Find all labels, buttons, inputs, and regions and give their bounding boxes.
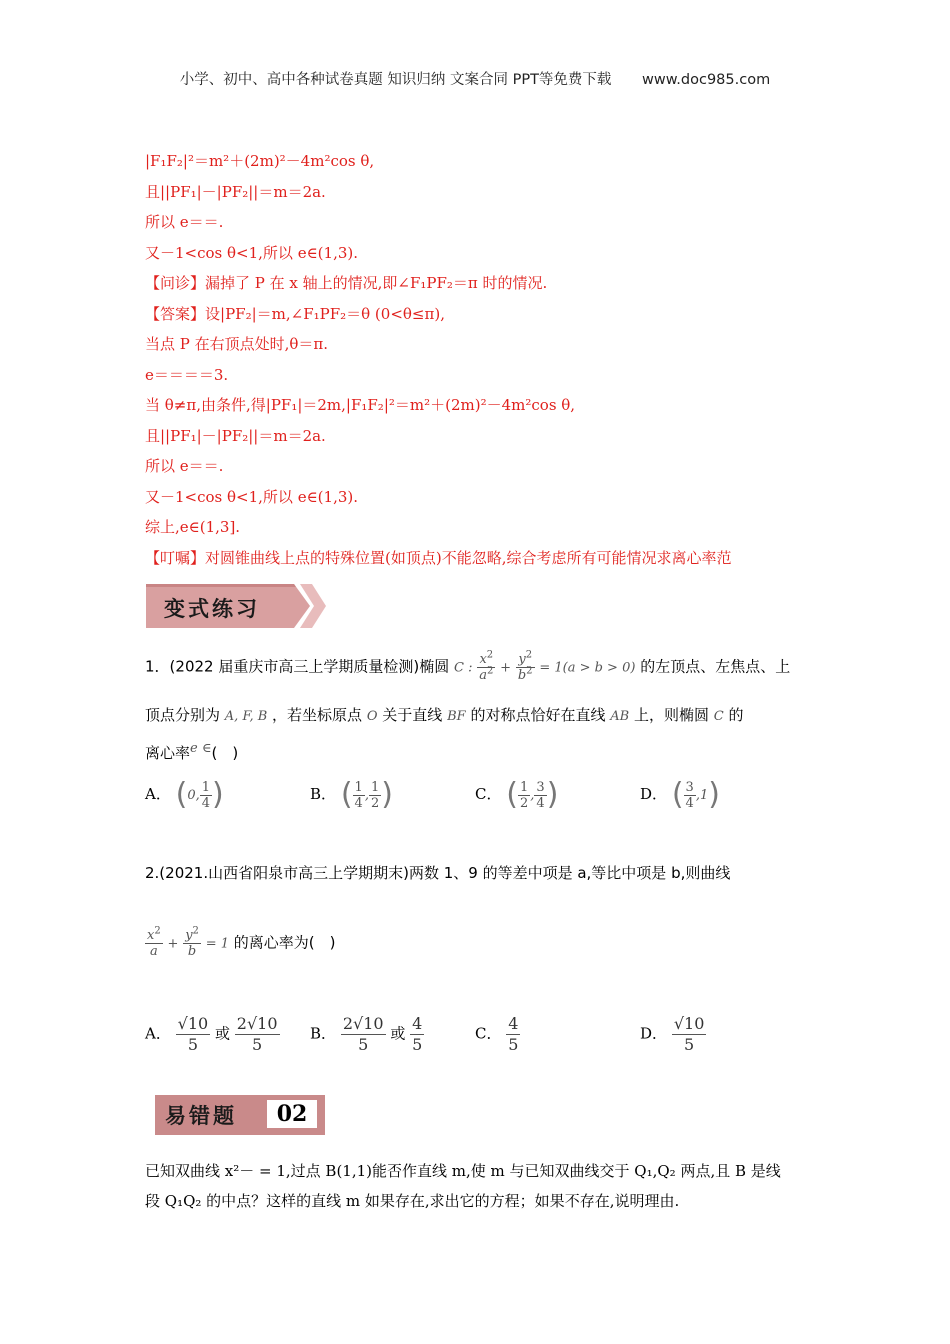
banner2-title: 易错题 xyxy=(165,1104,237,1128)
q1-math-O: O xyxy=(366,709,378,724)
question-2-line-2: $\frac{x^2}{a}$ + $\frac{y^2}{b}$ = 1 的离心率为( ) xyxy=(147,925,336,959)
option-fraction: $\frac{3}{4}$ xyxy=(685,779,694,811)
option-fraction: $\frac{√10}{5}$ xyxy=(177,1014,209,1054)
q1-math-BF: BF xyxy=(447,709,466,724)
q1-text: 关于直线 xyxy=(382,706,443,724)
answer-line xyxy=(145,299,825,330)
q1-text: 上，则椭圆 xyxy=(633,706,709,724)
question-1-line-3 xyxy=(145,742,238,763)
solution-line: 综上,e∈(1,3]. xyxy=(145,518,241,536)
q2-math-eq: = 1 xyxy=(205,936,229,952)
option-fraction: $\frac{√10}{5}$ xyxy=(673,1014,705,1054)
solution-line: |F₁F₂|²＝m²＋(2m)²－4m²cos θ, xyxy=(145,152,375,170)
q1-text: 顶点分别为 xyxy=(145,706,221,724)
header-text: 小学、初中、高中各种试卷真题 知识归纳 文案合同 PPT等免费下载 xyxy=(179,72,612,88)
q2-option-d[interactable] xyxy=(640,1014,706,1055)
solution-line: 又－1<cos θ<1,所以 e∈(1,3). xyxy=(145,487,358,506)
q1-option-b[interactable]: B． ( $\frac{1}{4}$ , $\frac{1}{2}$ ) xyxy=(310,777,393,812)
solution-line: 且||PF₁|－|PF₂||＝m＝2a. xyxy=(145,182,326,201)
reminder-tag: 【叮嘱】 xyxy=(145,548,206,567)
diagnosis-tag: 【问诊】 xyxy=(145,274,206,292)
q1-option-c[interactable]: C． ( $\frac{1}{2}$ , $\frac{3}{4}$ ) xyxy=(475,777,559,812)
q1-math-C: C xyxy=(713,709,724,724)
option-label: B． xyxy=(310,1024,337,1043)
fraction-x2-a: $\frac{x^2}{a}$ xyxy=(147,925,161,959)
reminder-line xyxy=(145,543,825,574)
question-1-line-2 xyxy=(145,704,744,725)
error-prone-banner xyxy=(155,1095,325,1135)
option-label: B． xyxy=(310,785,337,803)
diagnosis-text: 漏掉了 P 在 x 轴上的情况,即∠F₁PF₂＝π 时的情况. xyxy=(205,274,548,292)
option-fraction: $\frac{1}{2}$ xyxy=(519,779,529,811)
option-fraction: $\frac{4}{5}$ xyxy=(508,1014,519,1054)
q1-math-AB: AB xyxy=(610,709,630,724)
fraction-x2-a2: $\frac{x^2}{a^2}$ xyxy=(479,649,494,683)
option-fraction: $\frac{1}{4}$ xyxy=(201,779,211,811)
option-or: 或 xyxy=(390,1024,406,1043)
solution-block xyxy=(145,146,825,573)
banner-title: 变式练习 xyxy=(164,597,260,621)
q1-math-points: A, F, B xyxy=(224,709,268,724)
q1-math-e: e ∈ xyxy=(190,741,212,756)
solution-line: 且||PF₁|－|PF₂||＝m＝2a. xyxy=(145,426,326,445)
option-label: A． xyxy=(145,1024,171,1043)
option-label: D． xyxy=(640,1024,668,1043)
q1-text: ，若坐标原点 xyxy=(272,706,363,724)
option-label: C． xyxy=(475,785,502,803)
reminder-text: 对圆锥曲线上点的特殊位置(如顶点)不能忽略,综合考虑所有可能情况求离心率范 xyxy=(205,548,732,567)
page-header xyxy=(0,68,950,89)
q1-math-condition: = 1(a > b > 0) xyxy=(539,660,636,676)
option-fraction: $\frac{2√10}{5}$ xyxy=(236,1014,278,1054)
q1-text: 离心率 xyxy=(145,744,191,762)
option-fraction: $\frac{3}{4}$ xyxy=(536,779,545,811)
option-or: 或 xyxy=(214,1024,230,1043)
q1-answer-blank: ( ) xyxy=(211,744,239,762)
option-fraction: $\frac{1}{2}$ xyxy=(370,779,380,811)
q2-text: 的离心率为( ) xyxy=(233,933,336,952)
header-site[interactable]: www.doc985.com xyxy=(642,72,771,88)
option-fraction: $\frac{4}{5}$ xyxy=(412,1014,423,1054)
q1-math-C: C : xyxy=(453,660,473,676)
option-fraction: $\frac{1}{4}$ xyxy=(354,779,363,811)
solution-line: 所以 e＝＝. xyxy=(145,213,224,231)
option-label: D． xyxy=(640,785,668,803)
q1-text: 的左顶点、左焦点、上 xyxy=(640,657,791,676)
q2-option-c[interactable] xyxy=(475,1014,520,1055)
solution-line: e＝＝＝＝3. xyxy=(145,365,229,384)
q1-text: 的 xyxy=(728,706,744,724)
q1-text: 的对称点恰好在直线 xyxy=(470,706,606,724)
variant-practice-banner xyxy=(146,584,326,628)
answer-tag: 【答案】 xyxy=(145,304,206,323)
q2-option-b[interactable] xyxy=(310,1014,424,1055)
option-fraction: $\frac{2√10}{5}$ xyxy=(342,1014,384,1054)
option-label: C． xyxy=(475,1024,502,1043)
problem-line-1: 已知双曲线 x²－ = 1,过点 B(1,1)能否作直线 m,使 m 与已知双曲线交于 Q₁,Q₂ 两点,且 B 是线 xyxy=(145,1162,781,1180)
answer-text: 设|PF₂|＝m,∠F₁PF₂＝θ (0<θ≤π), xyxy=(205,304,445,323)
q1-text: 1．(2022 届重庆市高三上学期质量检测)椭圆 xyxy=(145,657,450,676)
question-2-line-1 xyxy=(145,862,730,883)
fraction-y2-b2: $\frac{y^2}{b^2}$ xyxy=(517,649,533,683)
question-1-line-1: 1．(2022 届重庆市高三上学期质量检测)椭圆 C : $\frac{x^2}{a^2}$ + $\frac{y^2}{b^2}$ = 1(a > b > 0) 的左顶点、左焦点、上 xyxy=(145,649,791,683)
diagnosis-line xyxy=(145,268,825,299)
problem-line-2: 段 Q₁Q₂ 的中点？这样的直线 m 如果存在,求出它的方程；如果不存在,说明理由. xyxy=(145,1192,680,1210)
banner2-number: 02 xyxy=(267,1100,317,1128)
solution-line: 又－1<cos θ<1,所以 e∈(1,3). xyxy=(145,243,358,262)
option-value: 0, xyxy=(187,788,200,803)
q1-option-a[interactable]: A． (0, $\frac{1}{4}$ ) xyxy=(145,777,224,812)
option-value: ,1 xyxy=(695,788,709,803)
solution-line: 当点 P 在右顶点处时,θ＝π. xyxy=(145,335,329,353)
option-label: A． xyxy=(145,785,171,803)
fraction-y2-b: $\frac{y^2}{b}$ xyxy=(185,925,199,959)
q2-text: 2.(2021.山西省阳泉市高三上学期期末)两数 1、9 的等差中项是 a,等比中项是 b,则曲线 xyxy=(145,864,731,882)
q2-option-a[interactable] xyxy=(145,1014,280,1055)
solution-line: 当 θ≠π,由条件,得|PF₁|＝2m,|F₁F₂|²＝m²＋(2m)²－4m²cos θ, xyxy=(145,396,576,414)
solution-line: 所以 e＝＝. xyxy=(145,457,224,475)
q1-option-d[interactable]: D． ( $\frac{3}{4}$ ,1) xyxy=(640,777,720,812)
